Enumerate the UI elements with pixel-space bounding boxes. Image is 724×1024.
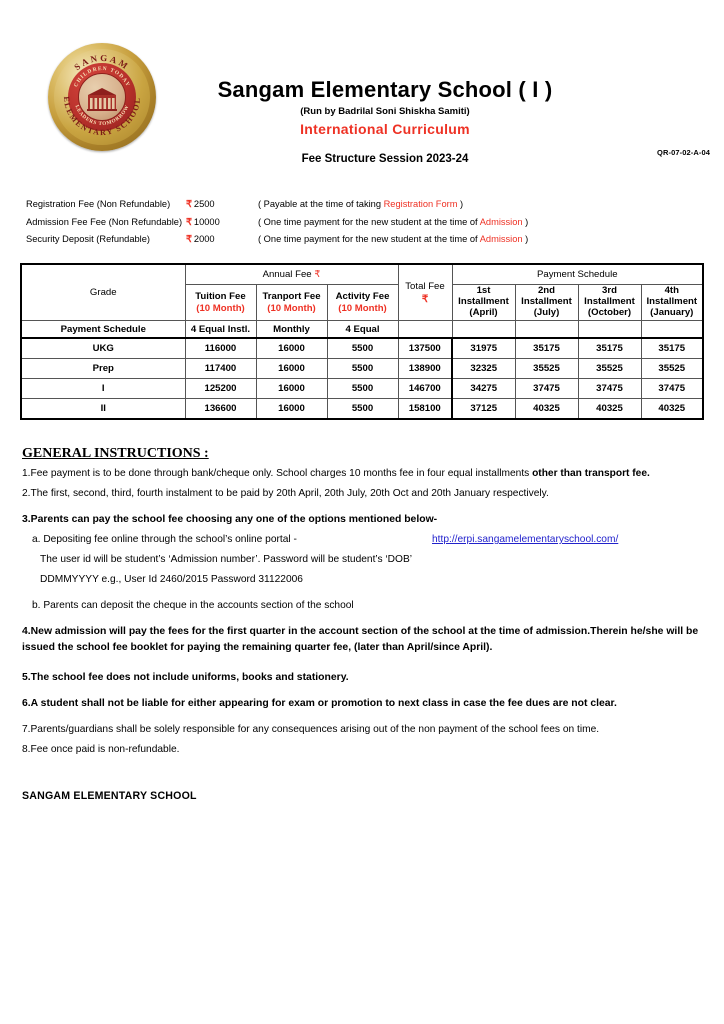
cell-grade: Prep [21,359,185,379]
fee-note-suffix: ) [522,234,529,244]
logo-arc-bottom-text: ELEMENTARY SCHOOL [61,96,143,138]
header-installment-2 [515,285,578,321]
cell-transport: 16000 [256,399,327,420]
instruction-item-2: 2.The first, second, third, fourth instalment to be paid by 20th April, 20th July, 20th Oct and 20th January respectively. [22,488,549,499]
rupee-icon: ₹ [186,199,192,209]
header-installment-2-month: (July) [533,307,560,318]
logo-building-icon [87,87,117,111]
instruction-item-3: 3.Parents can pay the school fee choosing any one of the options mentioned below- [22,514,438,525]
instruction-item-5: 5.The school fee does not include uniforms, books and stationery. [22,672,349,683]
cell-installment-3: 35525 [578,359,641,379]
fee-note [258,214,528,232]
fee-amount-value: 2000 [193,234,215,244]
instruction-item-1-bold: other than transport fee. [532,468,650,479]
fee-note-prefix: ( One time payment for the new student at the time of [258,216,480,227]
cell-activity: 5500 [327,338,398,359]
fee-note-prefix: ( One time payment for the new student at the time of [258,234,480,244]
logo-arc-top-text: SANGAM [72,52,132,73]
header-tuition-fee-name: Tuition Fee [195,290,246,302]
fee-amount [186,196,258,214]
page-title: Sangam Elementary School ( I ) [217,77,553,102]
header-total-fee [398,264,452,321]
one-time-fee-row [26,196,698,214]
header-tuition-fee-period: (10 Month) [196,302,245,314]
title-block [175,78,595,165]
payment-schedule-inst4-blank [641,321,703,339]
header-tuition-fee [185,285,256,321]
curriculum-label: International Curriculum [300,120,470,137]
instruction-item-3a-sub2: DDMMYYYY e.g., User Id 2460/2015 Password 31122006 [40,574,303,585]
table-payment-schedule-row [21,321,703,339]
payment-schedule-activity: 4 Equal [327,321,398,339]
header-installment-1-name: 1st Installment [458,285,509,307]
header-transport-fee-period: (10 Month) [267,302,316,314]
header-total-fee-label: Total Fee [405,280,445,292]
payment-schedule-label: Payment Schedule [21,321,185,339]
run-by-subtitle: (Run by Badrilal Soni Shiskha Samiti) [300,105,470,117]
fee-amount-value: 2500 [193,199,215,209]
table-group-header-row [21,264,703,285]
cell-installment-4: 40325 [641,399,703,420]
header-installment-1-month: (April) [469,307,498,318]
fee-note-highlight: Admission [479,234,523,244]
cell-tuition: 125200 [185,379,256,399]
cell-grade: II [21,399,185,420]
fee-amount [186,214,258,232]
cell-installment-2: 35175 [515,338,578,359]
cell-activity: 5500 [327,379,398,399]
fee-note [258,231,528,249]
one-time-fee-row [26,231,698,249]
header-annual-fee-group [185,264,398,285]
cell-grade: UKG [21,338,185,359]
fee-table [20,263,704,420]
document-footer-school-name: SANGAM ELEMENTARY SCHOOL [22,790,197,802]
header-activity-fee [327,285,398,321]
cell-installment-1: 31975 [452,338,515,359]
rupee-icon: ₹ [314,269,321,280]
cell-tuition: 136600 [185,399,256,420]
fee-note-suffix: ) [522,216,529,227]
document-code: QR-07-02-A-04 [657,148,710,157]
instruction-item-1-text: 1.Fee payment is to be done through bank/cheque only. School charges 10 months fee in four equal installments [22,468,533,479]
cell-transport: 16000 [256,359,327,379]
instruction-item-4: 4.New admission will pay the fees for the first quarter in the account section of the school at the time of admission.Therein he/she will be issued the school fee booklet for paying the remaining quarter fee, (later than April/since April). [22,626,699,653]
rupee-icon: ₹ [186,216,192,227]
school-logo [48,43,156,151]
cell-tuition: 117400 [185,359,256,379]
one-time-fee-list [26,196,698,249]
payment-schedule-inst3-blank [578,321,641,339]
cell-installment-4: 35175 [641,338,703,359]
cell-installment-1: 34275 [452,379,515,399]
header-installment-3 [578,285,641,321]
cell-grade: I [21,379,185,399]
cell-activity: 5500 [327,359,398,379]
fee-table-container [20,263,702,420]
cell-installment-1: 32325 [452,359,515,379]
instruction-item-6: 6.A student shall not be liable for either appearing for exam or promotion to next class in case the fee dues are not clear. [22,698,617,709]
cell-transport: 16000 [256,379,327,399]
cell-activity: 5500 [327,399,398,420]
payment-schedule-inst1-blank [452,321,515,339]
general-instructions-title: GENERAL INSTRUCTIONS : [22,446,209,461]
document-header [0,0,724,175]
rupee-icon: ₹ [421,293,429,305]
cell-installment-3: 35175 [578,338,641,359]
instruction-item-3b: b. Parents can deposit the cheque in the accounts section of the school [32,600,354,611]
cell-installment-3: 37475 [578,379,641,399]
header-transport-fee [256,285,327,321]
payment-schedule-tuition: 4 Equal Instl. [185,321,256,339]
fee-note-highlight: Registration Form [383,199,458,209]
table-row [21,379,703,399]
fee-note [258,196,463,214]
fee-label: Security Deposit (Refundable) [26,234,151,244]
fee-label: Registration Fee (Non Refundable) [26,199,171,209]
fee-label: Admission Fee Fee (Non Refundable) [26,216,183,227]
rupee-icon: ₹ [186,234,192,244]
table-row [21,359,703,379]
header-installment-4-month: (January) [650,307,694,318]
header-installment-3-name: 3rd Installment [584,285,635,307]
instruction-item-7: 7.Parents/guardians shall be solely responsible for any consequences arising out of the non payment of the school fees on time. [22,724,600,735]
fee-amount-value: 10000 [193,216,220,227]
instruction-item-3a-sub1: The user id will be student’s ‘Admission number’. Password will be student’s ‘DOB’ [40,554,413,565]
instruction-item-3a: a. Depositing fee online through the school’s online portal - [32,534,297,545]
cell-installment-2: 35525 [515,359,578,379]
fee-note-suffix: ) [457,199,464,209]
cell-total: 138900 [398,359,452,379]
one-time-fee-row [26,214,698,232]
fee-note-highlight: Admission [479,216,523,227]
fee-note-prefix: ( Payable at the time of taking [258,199,384,209]
header-installment-4-name: 4th Installment [646,285,698,307]
cell-installment-4: 37475 [641,379,703,399]
instruction-item-3a-row [22,532,702,552]
payment-schedule-inst2-blank [515,321,578,339]
instruction-item-1 [22,466,702,482]
header-installment-1 [452,285,515,321]
header-installment-2-name: 2nd Installment [521,285,572,307]
cell-transport: 16000 [256,338,327,359]
header-annual-fee-label: Annual Fee [262,269,312,280]
header-installment-3-month: (October) [587,307,632,318]
cell-installment-2: 40325 [515,399,578,420]
cell-tuition: 116000 [185,338,256,359]
header-transport-fee-name: Tranport Fee [262,290,321,302]
payment-schedule-transport: Monthly [256,321,327,339]
logo-arc-inner-bottom-text: LEADERS TOMORROW [73,104,131,128]
cell-installment-3: 40325 [578,399,641,420]
fee-amount [186,231,258,249]
header-payment-schedule-group: Payment Schedule [452,264,703,285]
cell-installment-4: 35525 [641,359,703,379]
fee-structure-session: Fee Structure Session 2023-24 [301,152,469,165]
table-row [21,338,703,359]
header-activity-fee-name: Activity Fee [335,290,390,302]
school-portal-link[interactable]: http://erpi.sangamelementaryschool.com/ [432,534,619,545]
general-instructions-section [22,446,702,802]
logo-arc-inner-top-text: CHILDREN TODAY [73,65,131,89]
cell-total: 158100 [398,399,452,420]
header-grade: Grade [21,264,185,321]
payment-schedule-total-blank [398,321,452,339]
table-row [21,399,703,420]
header-activity-fee-period: (10 Month) [338,302,387,314]
instruction-item-8: 8.Fee once paid is non-refundable. [22,744,180,755]
header-installment-4 [641,285,703,321]
cell-total: 146700 [398,379,452,399]
cell-installment-2: 37475 [515,379,578,399]
cell-installment-1: 37125 [452,399,515,420]
cell-total: 137500 [398,338,452,359]
